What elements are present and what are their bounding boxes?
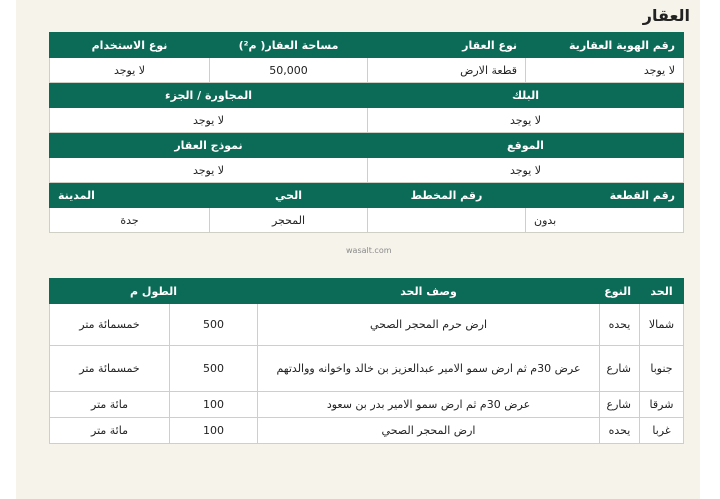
block-label: البلك [368,83,684,108]
property-row2-values [50,108,684,133]
boundaries-table [49,278,684,444]
boundary-length-text: مائة متر [49,418,169,444]
property-row4-header [50,183,684,208]
city-label: المدينة [50,183,210,208]
plot-number-value: بدون [526,208,684,233]
neighborhood-part-value: لا يوجد [50,108,368,133]
property-row2-header [50,83,684,108]
property-document [16,0,700,499]
property-type-label: نوع العقار [368,33,526,58]
city-value: جدة [50,208,210,233]
property-model-value: لا يوجد [50,158,368,183]
property-row3-values [50,158,684,183]
property-type-value: قطعة الارض [368,58,526,83]
property-info-table [49,32,684,233]
plan-number-label: رقم المخطط [368,183,526,208]
boundary-side: شمالا [640,304,684,346]
table-row [49,346,683,392]
property-row3-header [50,133,684,158]
boundary-side: شرقا [640,392,684,418]
table-row [49,304,683,346]
property-row4-values [50,208,684,233]
property-id-label: رقم الهوية العقارية [526,33,684,58]
usage-type-label: نوع الاستخدام [50,33,210,58]
table-row [49,418,683,444]
boundary-type-header: النوع [600,279,640,304]
boundary-length: 100 [170,392,258,418]
boundary-length: 500 [170,304,258,346]
boundary-type: يحده [600,304,640,346]
block-value: لا يوجد [368,108,684,133]
property-area-label: مساحة العقار( م²) [210,33,368,58]
table-row [49,392,683,418]
boundary-side: غربا [640,418,684,444]
boundaries-header [49,279,683,304]
plan-number-value [368,208,526,233]
boundary-type: يحده [600,418,640,444]
property-area-value: 50,000 [210,58,368,83]
district-value: المحجر [210,208,368,233]
boundary-description: عرض 30م ثم ارض سمو الامير عبدالعزيز بن خالد واخوانه ووالدتهم [258,346,600,392]
boundary-length: 500 [170,346,258,392]
boundary-description: عرض 30م ثم ارض سمو الامير بدر بن سعود [258,392,600,418]
boundary-length-text: خمسمائة متر [49,346,169,392]
page-title: العقار [642,6,690,25]
boundary-description: ارض المحجر الصحي [258,418,600,444]
boundary-length-text: خمسمائة متر [49,304,169,346]
boundary-description: ارض حرم المحجر الصحي [258,304,600,346]
boundary-length: 100 [170,418,258,444]
boundary-length-header: الطول م [49,279,257,304]
boundary-type: شارع [600,392,640,418]
plot-number-label: رقم القطعة [526,183,684,208]
location-value: لا يوجد [368,158,684,183]
property-id-value: لا يوجد [526,58,684,83]
property-row1-header [50,33,684,58]
boundary-length-text: مائة متر [49,392,169,418]
boundary-side-header: الحد [640,279,684,304]
boundary-type: شارع [600,346,640,392]
district-label: الحي [210,183,368,208]
usage-type-value: لا يوجد [50,58,210,83]
boundary-description-header: وصف الحد [258,279,600,304]
neighborhood-part-label: المجاورة / الجزء [50,83,368,108]
location-label: الموقع [368,133,684,158]
boundary-side: جنوبا [640,346,684,392]
property-model-label: نموذج العقار [50,133,368,158]
wasalt-watermark: wasalt.com [346,246,392,255]
property-row1-values [50,58,684,83]
